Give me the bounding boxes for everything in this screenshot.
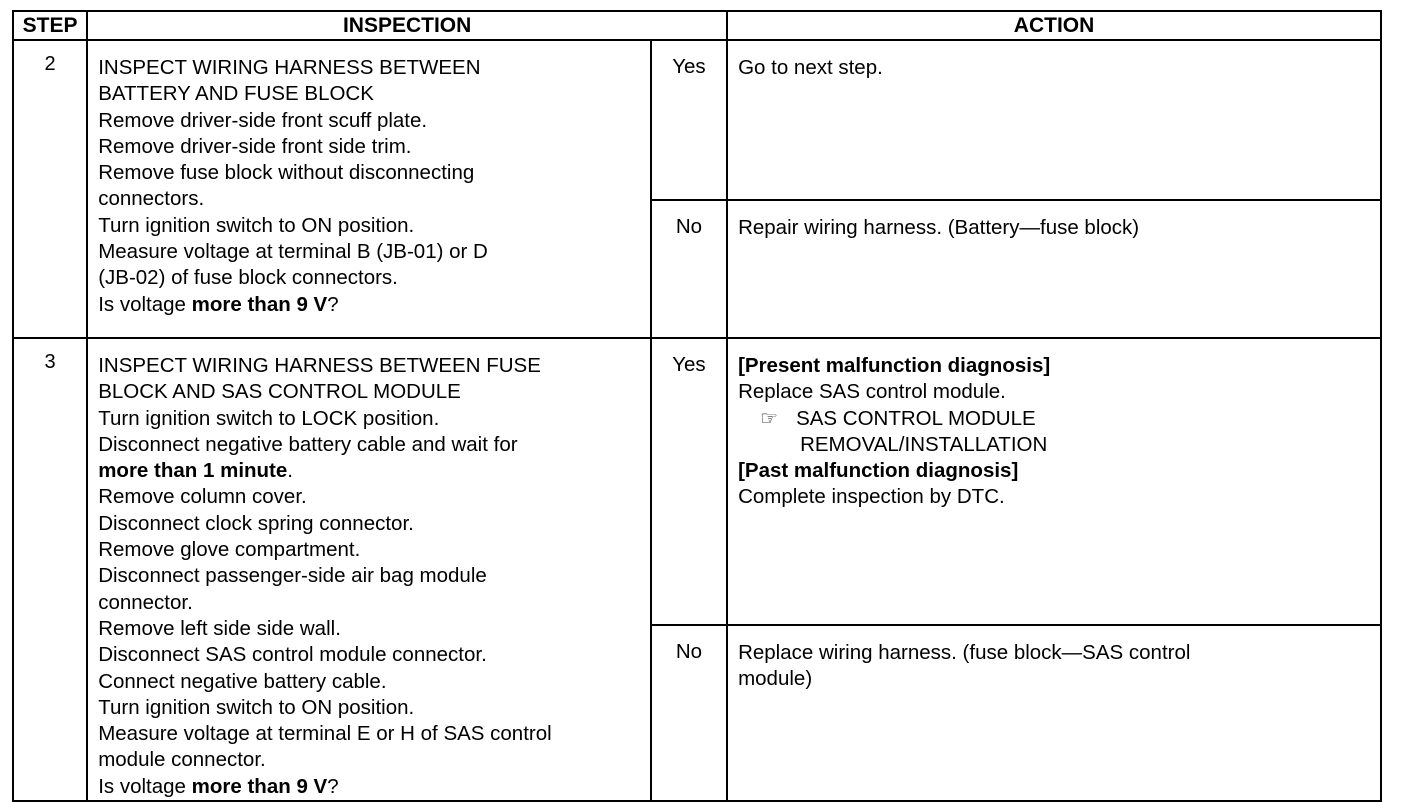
inspection-line: BATTERY AND FUSE BLOCK [98, 82, 374, 106]
inspection-line: INSPECT WIRING HARNESS BETWEEN [98, 56, 481, 79]
pointing-hand-icon: ☞ [760, 407, 779, 430]
present-text: Replace SAS control module. [738, 380, 1006, 404]
no-label: No [651, 200, 727, 338]
step-number: 2 [13, 40, 87, 338]
question-prefix: Is voltage [98, 292, 192, 316]
no-action [727, 625, 1381, 801]
bold-suffix: . [287, 459, 293, 483]
inspection-line: Remove fuse block without disconnecting [98, 161, 475, 185]
inspection-line: INSPECT WIRING HARNESS BETWEEN FUSE [98, 354, 541, 377]
no-label: No [651, 625, 727, 801]
question-bold: more than 9 V [191, 774, 328, 798]
question-suffix: ? [327, 292, 339, 316]
inspection-line: Measure voltage at terminal E or H of SAS control [98, 722, 552, 746]
yes-action [727, 338, 1381, 625]
reference-line [738, 406, 1372, 432]
inspection-line: Turn ignition switch to ON position. [98, 695, 415, 719]
action-text: Replace wiring harness. (fuse block—SAS control [738, 641, 1191, 665]
inspection-line: Turn ignition switch to ON position. [98, 213, 415, 237]
inspection-line: Remove left side side wall. [98, 616, 341, 640]
inspection-line: (JB-02) of fuse block connectors. [98, 266, 398, 290]
yes-label: Yes [651, 338, 727, 625]
reference-text: SAS CONTROL MODULE [796, 406, 1036, 430]
inspection-question [98, 774, 640, 800]
table-row [13, 338, 1381, 625]
inspection-line: Connect negative battery cable. [98, 669, 387, 693]
inspection-cell [87, 40, 651, 338]
table-row [13, 40, 1381, 200]
yes-action [727, 40, 1381, 200]
inspection-line: connector. [98, 590, 193, 614]
inspection-line: module connector. [98, 748, 266, 772]
inspection-header: INSPECTION [87, 11, 727, 40]
inspection-line: BLOCK AND SAS CONTROL MODULE [98, 380, 461, 404]
diagnostic-table [12, 10, 1382, 802]
yes-label: Yes [651, 40, 727, 200]
bold-text: more than 1 minute [98, 459, 288, 483]
inspection-line: Disconnect clock spring connector. [98, 511, 414, 535]
step-number: 3 [13, 338, 87, 801]
action-header: ACTION [727, 11, 1381, 40]
inspection-line: Disconnect passenger-side air bag module [98, 564, 487, 588]
inspection-line: Measure voltage at terminal B (JB-01) or D [98, 240, 488, 264]
question-prefix: Is voltage [98, 774, 192, 798]
question-bold: more than 9 V [191, 292, 328, 316]
inspection-line: Disconnect SAS control module connector. [98, 643, 487, 667]
action-text: Repair wiring harness. (Battery—fuse block) [738, 216, 1140, 239]
header-row [13, 11, 1381, 40]
step-header: STEP [13, 11, 87, 40]
past-text: Complete inspection by DTC. [738, 485, 1005, 509]
inspection-question [98, 292, 640, 318]
inspection-line: connectors. [98, 187, 205, 211]
reference-line: REMOVAL/INSTALLATION [800, 432, 1048, 456]
question-suffix: ? [327, 774, 339, 798]
inspection-line: Remove driver-side front scuff plate. [98, 108, 428, 132]
present-heading: [Present malfunction diagnosis] [738, 354, 1051, 377]
action-text: module) [738, 667, 813, 691]
inspection-line: Remove column cover. [98, 485, 307, 509]
past-heading: [Past malfunction diagnosis] [738, 459, 1019, 483]
inspection-line: Remove driver-side front side trim. [98, 134, 412, 158]
inspection-line: Remove glove compartment. [98, 538, 361, 562]
inspection-cell [87, 338, 651, 801]
no-action [727, 200, 1381, 338]
action-text: Go to next step. [738, 56, 883, 79]
inspection-line: Disconnect negative battery cable and wait for [98, 432, 518, 456]
inspection-line: Turn ignition switch to LOCK position. [98, 406, 440, 430]
inspection-line [98, 458, 640, 484]
